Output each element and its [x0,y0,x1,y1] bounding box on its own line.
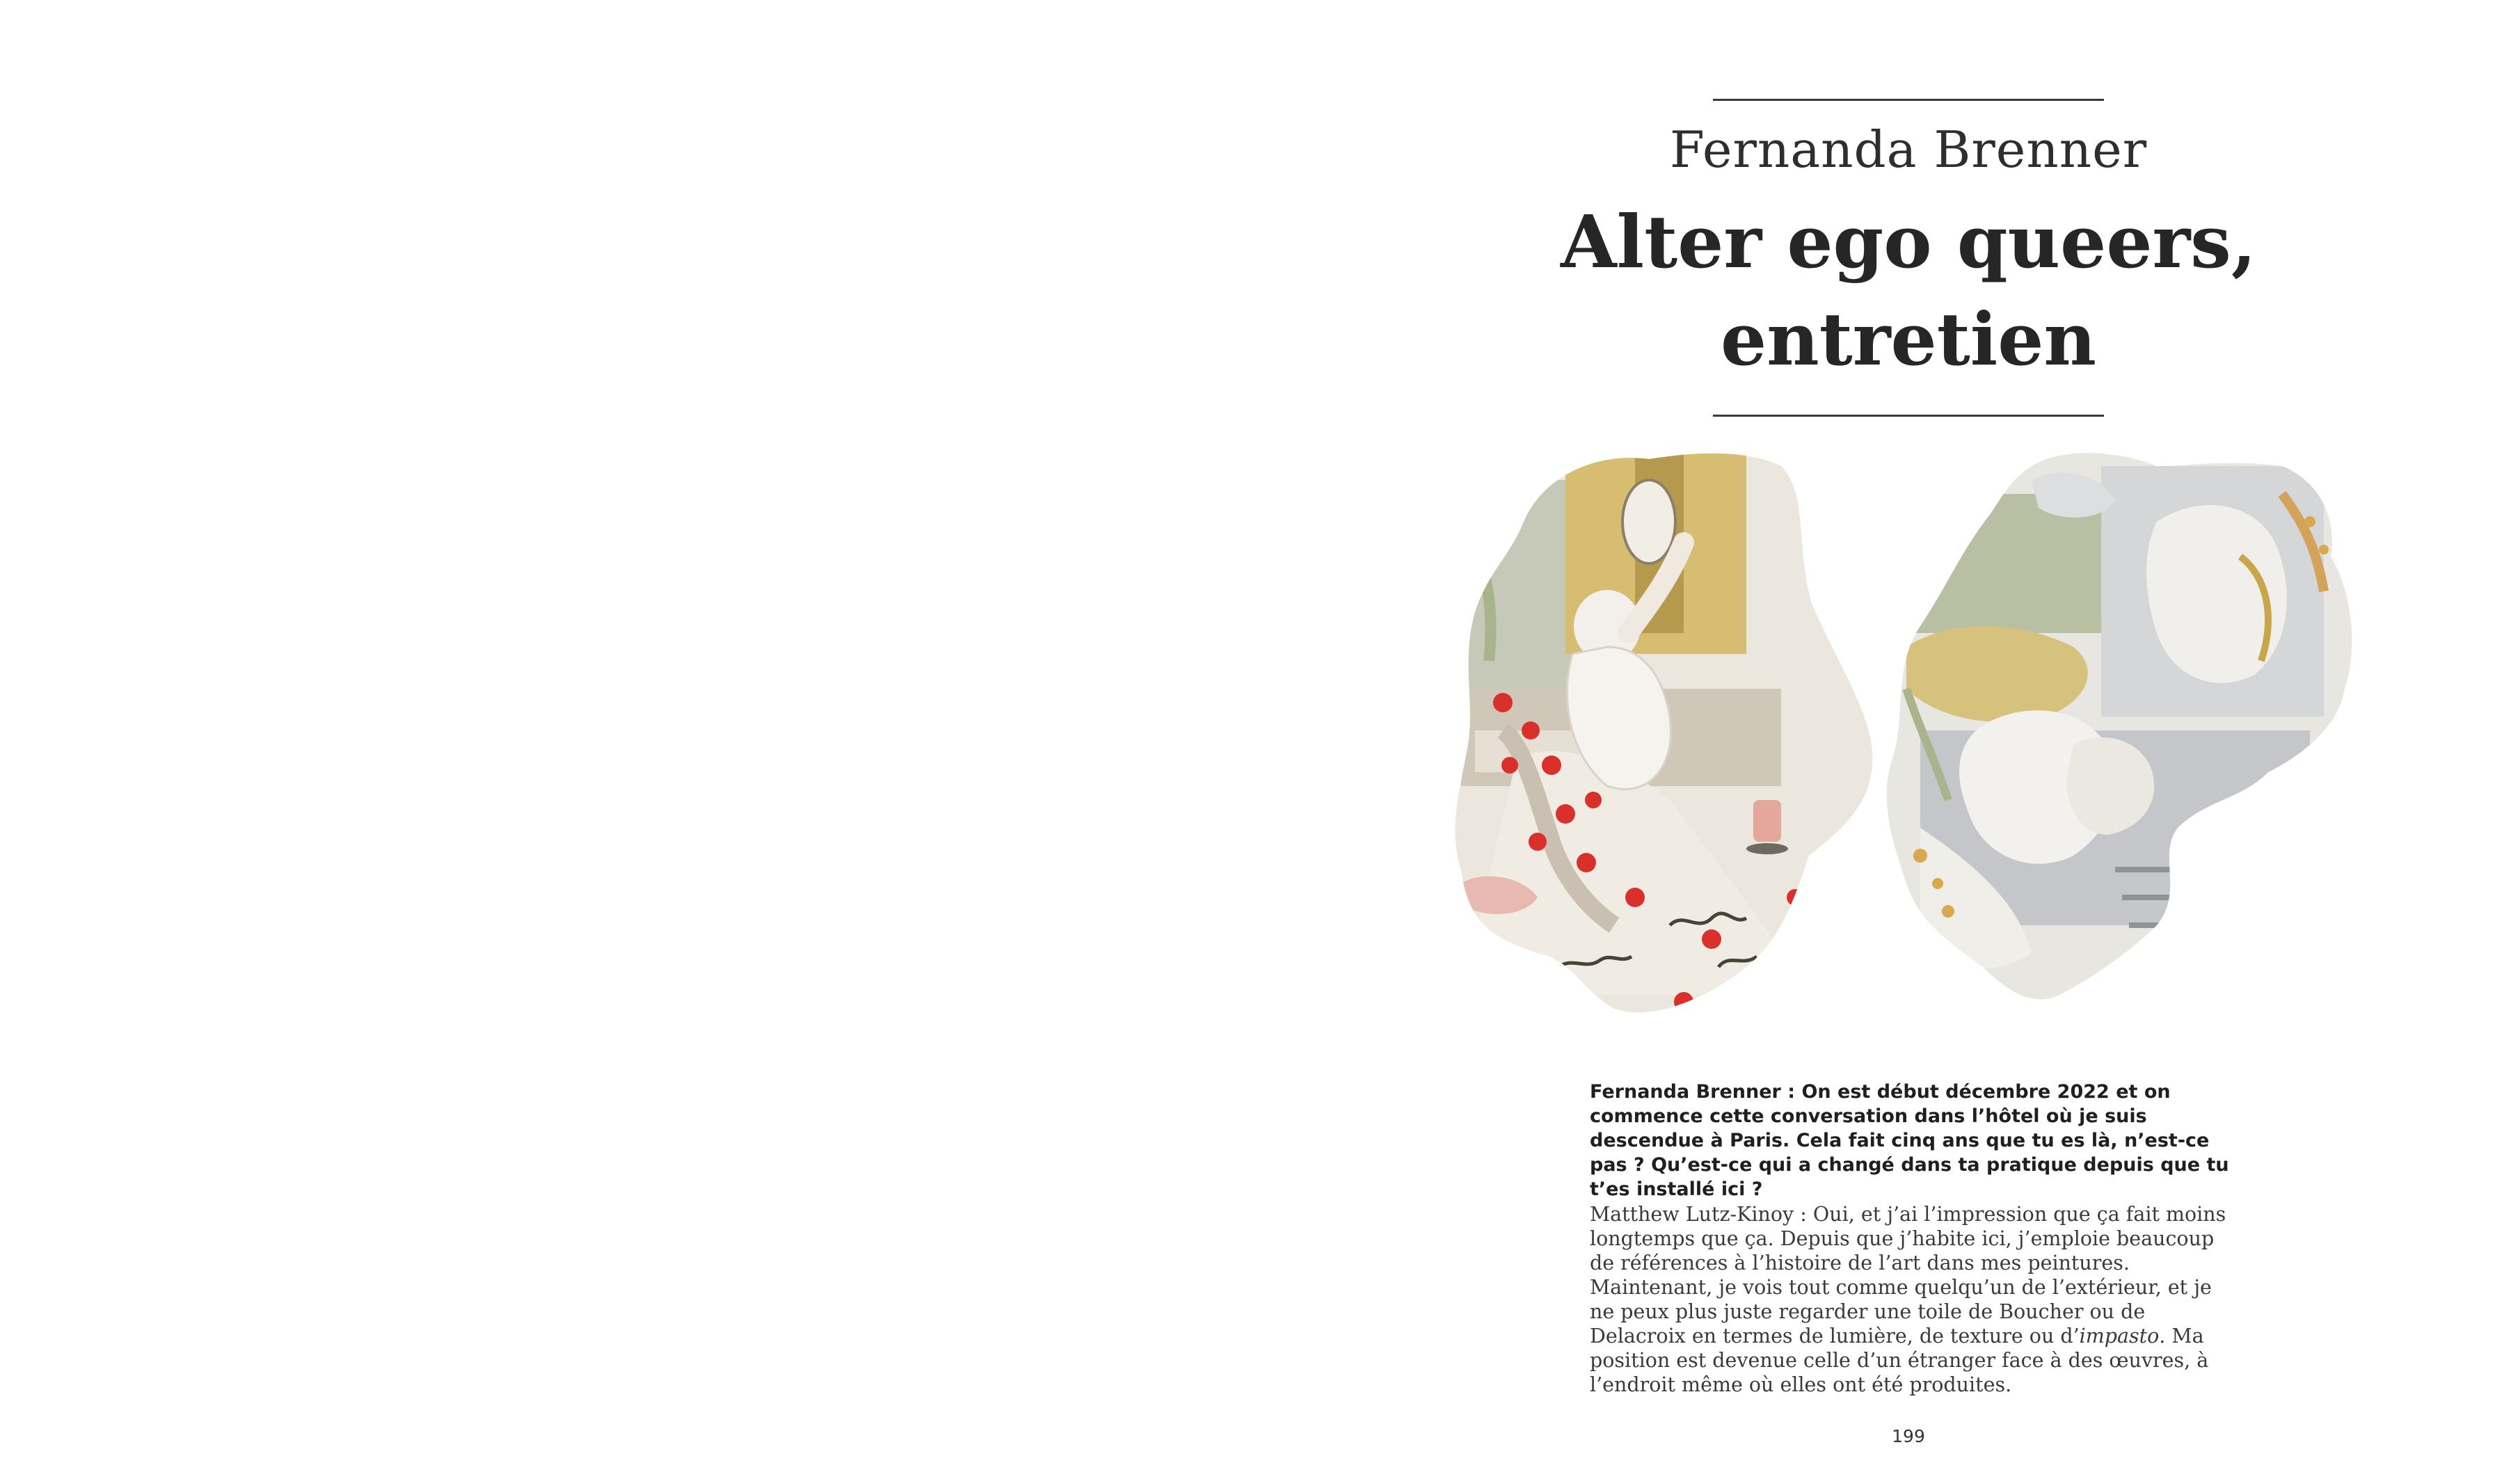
article-title-line-2: entretien [1720,296,2097,382]
article-title-line-1: Alter ego queers, [1560,199,2257,285]
painting-left [1447,438,1892,1050]
painting-right [1865,438,2366,1050]
artwork-illustration [1419,438,2379,1064]
article-author: Fernanda Brenner [1669,120,2148,179]
page-number: 199 [1892,1426,1925,1446]
interview-answer [1590,1202,2230,1397]
interview-question: Fernanda Brenner : On est début décembre 2022 et on commence cette conversation dans l’hôtel où je suis descendue à Paris. Cela fait cinq ans que tu es là, n’est-ce pas ? Qu’est-ce qui a changé dans ta pratique depuis que tu t’es installé ici ? [1590,1081,2229,1200]
interview-answer-text-2: . Ma position est devenue celle d’un étranger face à des œuvres, à l’endroit même où elles ont été produites. [1590,1325,2209,1396]
interview-answer-italic: impasto [2079,1325,2160,1348]
title-bottom-rule [1713,415,2104,417]
interview-answer-text-1: Matthew Lutz-Kinoy : Oui, et j’ai l’impression que ça fait moins longtemps que ça. Depuis que j’habite ici, j’emploie beaucoup de références à l’histoire de l’art dans mes peintures. Maintenant, je vois tout comme quelqu’un de l’extérieur, et je ne peux plus juste regarder une toile de Boucher ou de Delacroix en termes de lumière, de texture ou d’ [1590,1203,2226,1348]
title-top-rule [1713,99,2104,101]
article-title [1461,193,2356,388]
